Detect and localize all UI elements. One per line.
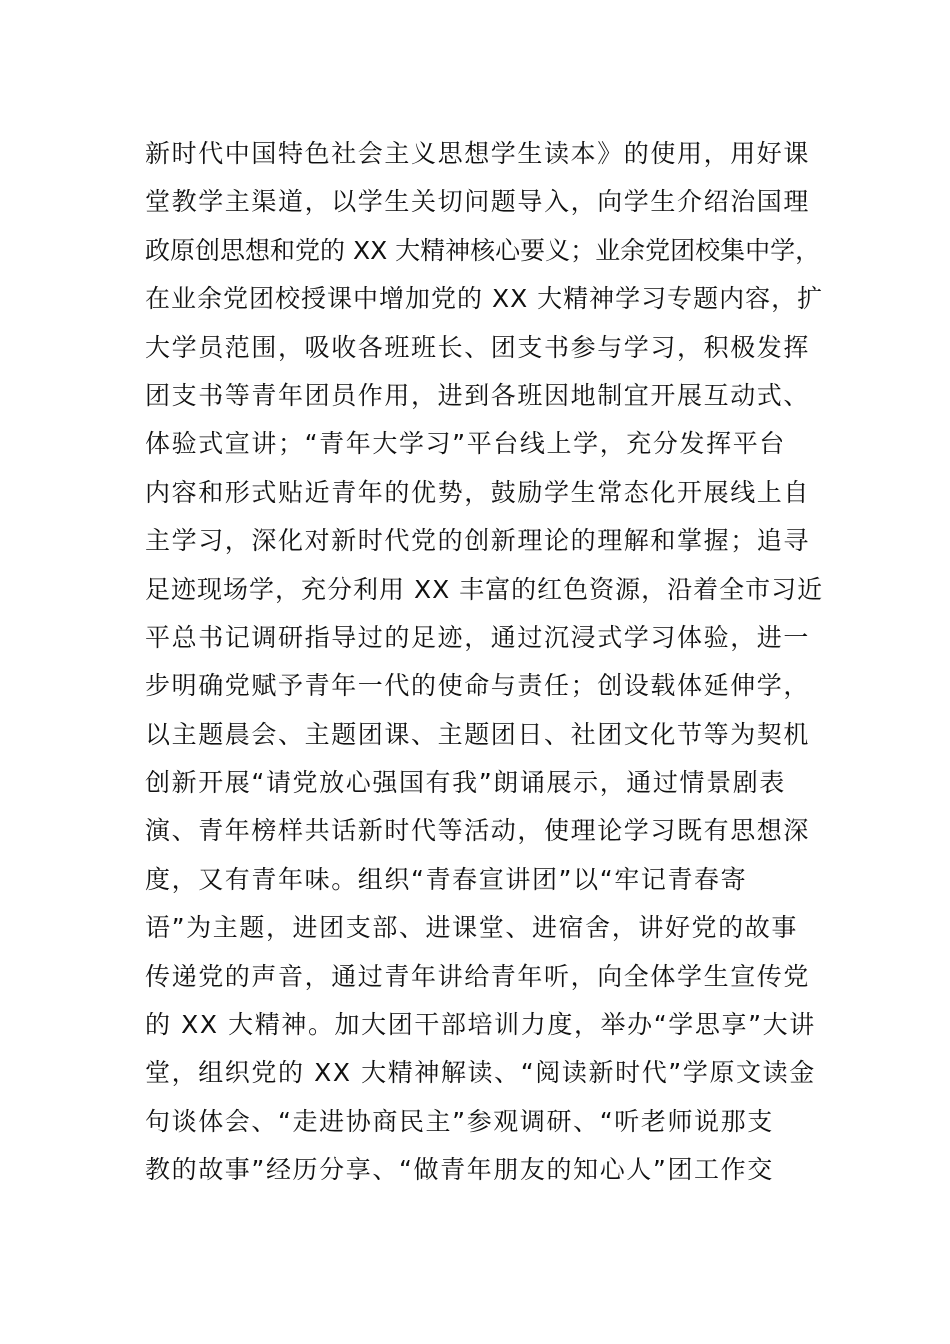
text-line: 度，又有青年味。组织“青春宣讲团”以“牢记青春寄 [145,864,748,894]
text-line: 团支书等青年团员作用，进到各班因地制宜开展互动式、 [145,380,811,410]
text-line: 演、青年榜样共话新时代等活动，使理论学习既有思想深 [145,816,811,846]
text-line: 主学习，深化对新时代党的创新理论的理解和掌握；追寻 [145,526,811,556]
text-line: 在业余党团校授课中增加党的 XX 大精神学习专题内容，扩 [145,284,824,314]
text-line: 句谈体会、“走进协商民主”参观调研、“听老师说那支 [145,1106,774,1136]
text-line: 新时代中国特色社会主义思想学生读本》的使用，用好课 [145,139,811,168]
text-line: 大学员范围，吸收各班班长、团支书参与学习，积极发挥 [145,332,811,362]
text-line: 堂教学主渠道，以学生关切问题导入，向学生介绍治国理 [145,187,811,217]
text-line: 的 XX 大精神。加大团干部培训力度，举办“学思享”大讲 [145,1010,816,1040]
text-line: 堂，组织党的 XX 大精神解读、“阅读新时代”学原文读金 [145,1058,816,1088]
text-line: 创新开展“请党放心强国有我”朗诵展示，通过情景剧表 [145,768,786,798]
text-line: 语”为主题，进团支部、进课堂、进宿舍，讲好党的故事 [145,913,798,943]
text-line: 传递党的声音，通过青年讲给青年听，向全体学生宣传党 [145,961,811,991]
body-text [145,130,825,1195]
text-line: 内容和形式贴近青年的优势，鼓励学生常态化开展线上自 [145,477,811,507]
text-line: 体验式宣讲；“青年大学习”平台线上学，充分发挥平台 [145,429,786,459]
text-line: 以主题晨会、主题团课、主题团日、社团文化节等为契机 [145,719,811,749]
text-line: 步明确党赋予青年一代的使命与责任；创设载体延伸学， [145,671,811,701]
text-line: 平总书记调研指导过的足迹，通过沉浸式学习体验，进一 [145,622,811,652]
text-line: 政原创思想和党的 XX 大精神核心要义；业余党团校集中学， [145,235,821,265]
text-line: 教的故事”经历分享、“做青年朋友的知心人”团工作交 [145,1155,774,1185]
text-line: 足迹现场学，充分利用 XX 丰富的红色资源，沿着全市习近 [145,574,824,604]
